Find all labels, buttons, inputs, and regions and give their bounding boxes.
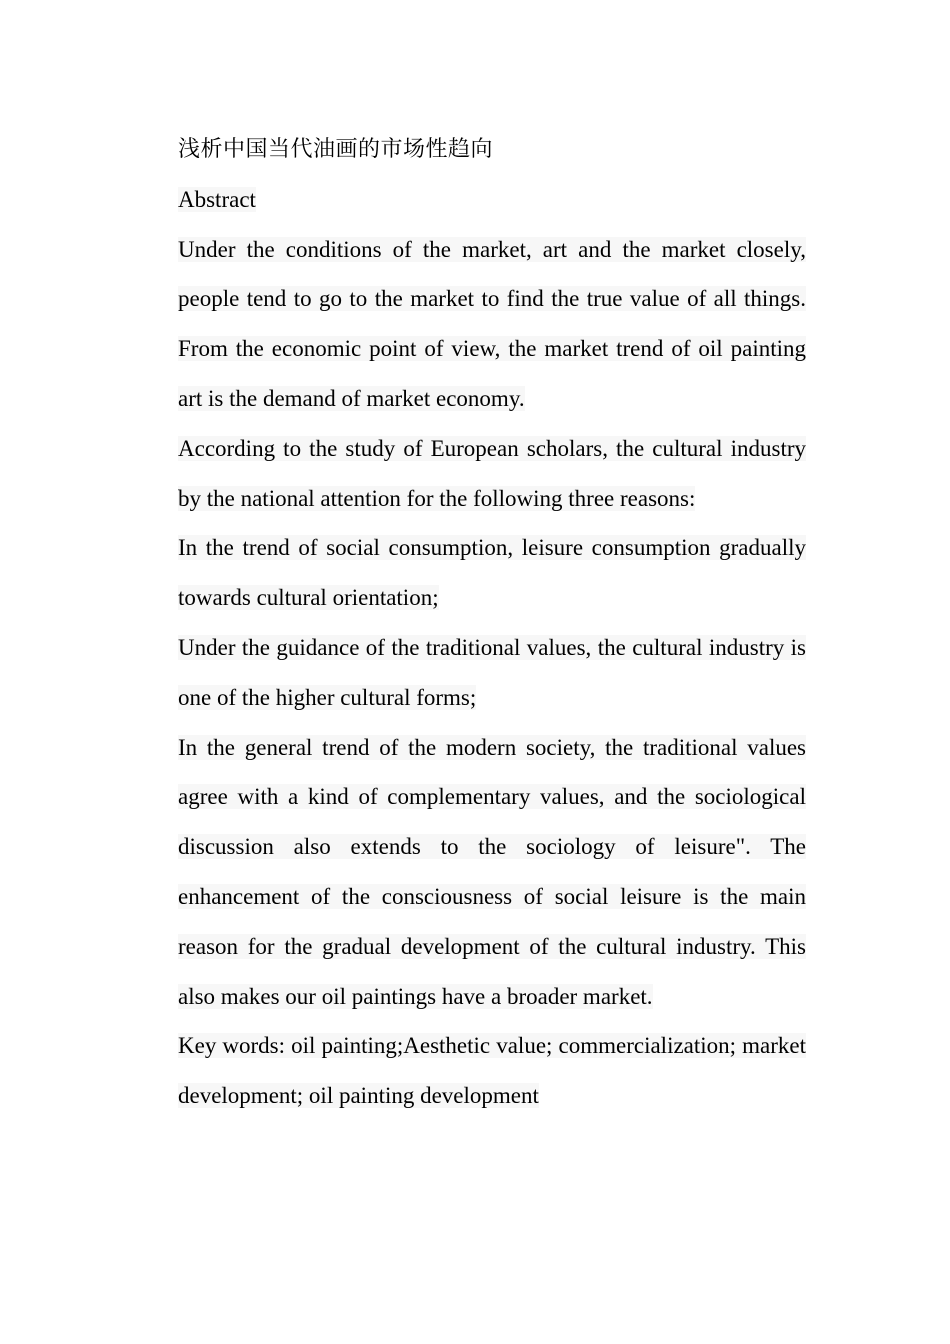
abstract-paragraph-4 <box>178 623 806 723</box>
keywords-paragraph <box>178 1021 806 1121</box>
abstract-heading-text: Abstract <box>178 186 256 212</box>
document-body <box>178 125 806 1121</box>
paragraph-text: In the trend of social consumption, leisure consumption gradually towards cultural orientation; <box>178 535 806 611</box>
paragraph-text: Under the conditions of the market, art and the market closely, people tend to go to the market to find the true value of all things. From the economic point of view, the market trend of oil painting art is the demand of market economy. <box>178 236 806 411</box>
abstract-paragraph-3 <box>178 523 806 623</box>
abstract-paragraph-2 <box>178 424 806 524</box>
abstract-paragraph-1 <box>178 225 806 424</box>
document-title-text: 浅析中国当代油画的市场性趋向 <box>178 137 494 162</box>
paragraph-text: According to the study of European scholars, the cultural industry by the national attention for the following three reasons: <box>178 435 806 511</box>
abstract-paragraph-5 <box>178 723 806 1022</box>
keywords-text: Key words: oil painting;Aesthetic value; commercialization; market development; oil painting development <box>178 1033 806 1109</box>
paragraph-text: Under the guidance of the traditional values, the cultural industry is one of the higher cultural forms; <box>178 634 806 710</box>
document-title <box>178 125 806 175</box>
paragraph-text: In the general trend of the modern society, the traditional values agree with a kind of complementary values, and the sociological discussion also extends to the sociology of leisure". The enhancement of the consciousness of social leisure is the main reason for the gradual development of the cultural industry. This also makes our oil paintings have a broader market. <box>178 734 806 1009</box>
abstract-heading <box>178 175 806 225</box>
